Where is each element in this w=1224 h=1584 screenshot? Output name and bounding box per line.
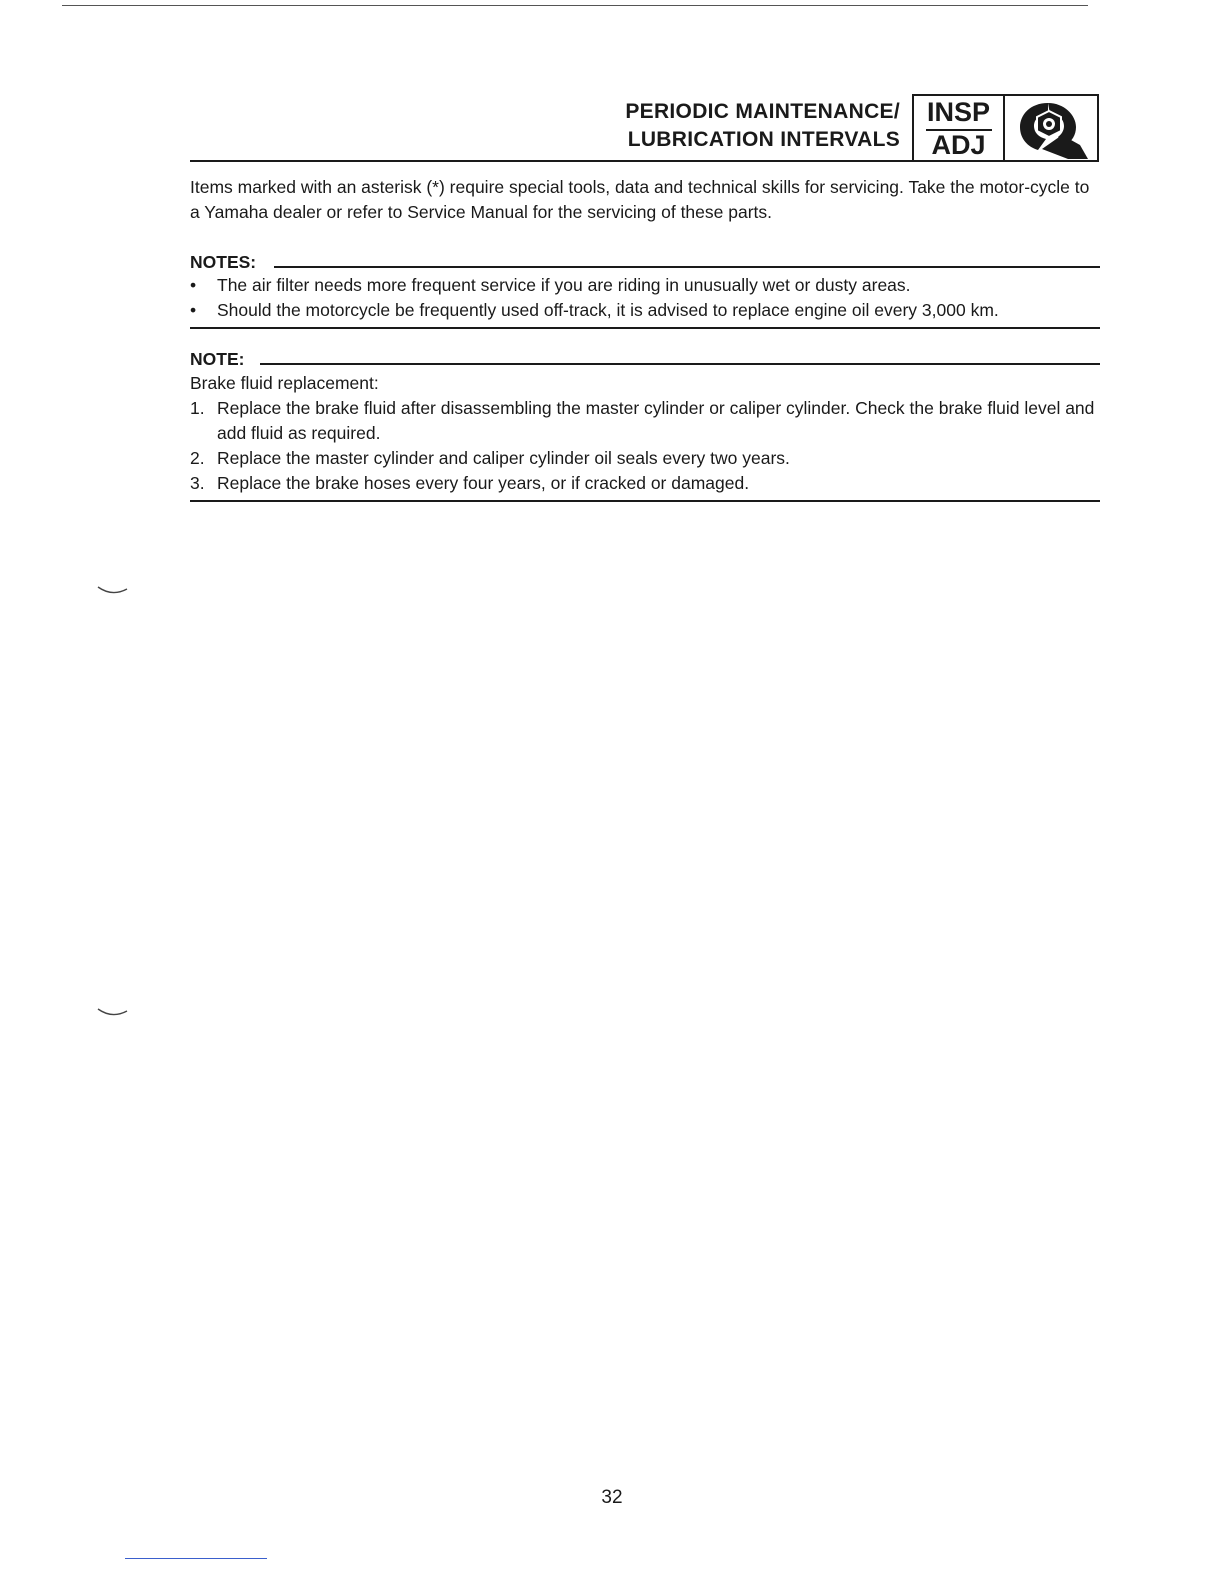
header-rule (190, 160, 912, 162)
item-number: 1. (190, 398, 205, 418)
margin-mark (97, 584, 131, 598)
list-item (190, 396, 1100, 446)
badge-divider (1003, 94, 1005, 162)
item-text: Replace the brake fluid after disassembling the master cylinder or caliper cylinder. Check the brake fluid level and add fluid as required. (217, 398, 1095, 443)
intro-paragraph: Items marked with an asterisk (*) require special tools, data and technical skills for servicing. Take the motor-cycle to a Yamaha dealer or refer to Service Manual for the servicing of these parts. (190, 177, 1090, 222)
note-text: Should the motorcycle be frequently used off-track, it is advised to replace engine oil every 3,000 km. (217, 300, 999, 320)
item-number: 3. (190, 473, 205, 493)
notes-heading-rule (274, 266, 1100, 268)
item-number: 2. (190, 448, 205, 468)
badge-insp: INSP (926, 97, 991, 127)
wrench-bolt-icon (1008, 97, 1094, 159)
title-line-1: PERIODIC MAINTENANCE/ (625, 100, 900, 123)
list-item (190, 446, 1100, 471)
note-end-rule (190, 500, 1100, 502)
item-text: Replace the master cylinder and caliper cylinder oil seals every two years. (217, 448, 790, 468)
page-number: 32 (601, 1487, 623, 1508)
list-item (190, 471, 1100, 496)
top-rule (62, 5, 1088, 6)
bullet: • (190, 300, 197, 320)
list-item (190, 273, 1100, 298)
note-heading: NOTE: (190, 349, 245, 369)
title-line-2: LUBRICATION INTERVALS (627, 128, 900, 151)
note-heading-rule (260, 363, 1100, 365)
bullet: • (190, 275, 197, 295)
page-title (625, 98, 900, 154)
badge-adj: ADJ (931, 130, 986, 160)
item-text: Replace the brake hoses every four years, or if cracked or damaged. (217, 473, 750, 493)
notes-end-rule (190, 327, 1100, 329)
bottom-rule (125, 1558, 267, 1559)
note-text: The air filter needs more frequent service if you are riding in unusually wet or dusty areas. (217, 275, 911, 295)
notes-heading: NOTES: (190, 252, 257, 272)
margin-mark (97, 1006, 131, 1020)
note-subheading: Brake fluid replacement: (190, 373, 379, 393)
list-item (190, 298, 1100, 323)
